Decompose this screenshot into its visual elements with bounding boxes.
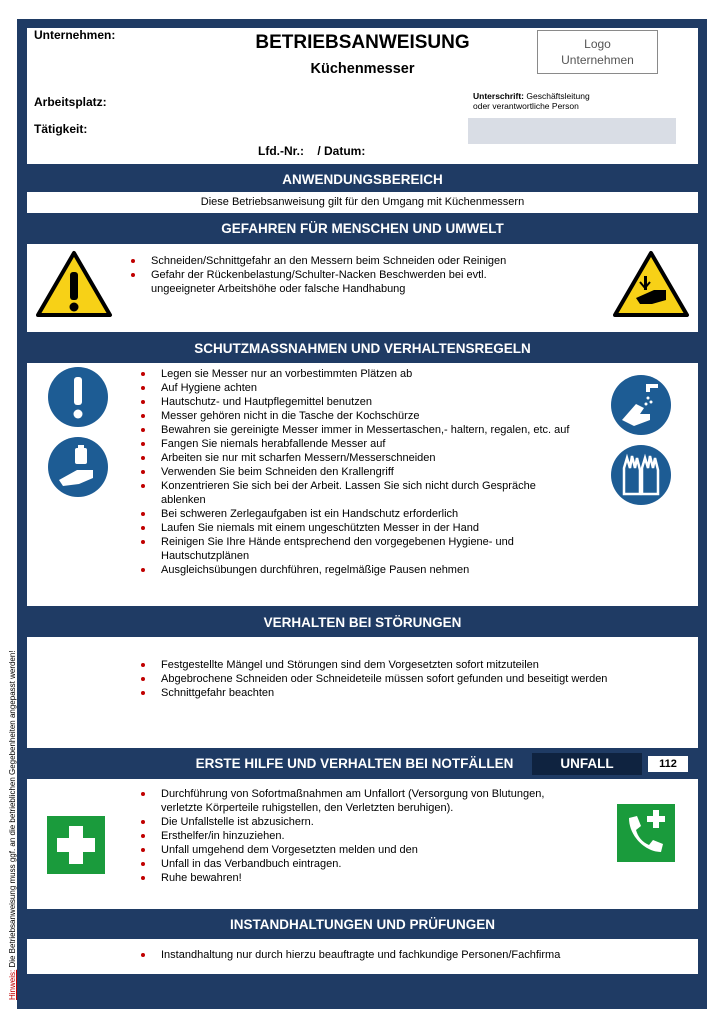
erste-hilfe-item: Ersthelfer/in hinzuziehen. <box>137 829 587 843</box>
stoerungen-item: Festgestellte Mängel und Störungen sind dem Vorgesetzten sofort mitzuteilen <box>137 658 697 672</box>
section-title-gefahren: GEFAHREN FÜR MENSCHEN UND UMWELT <box>27 218 698 240</box>
header-panel <box>27 28 698 164</box>
section-title-stoerungen: VERHALTEN BEI STÖRUNGEN <box>27 612 698 634</box>
stoerungen-item: Abgebrochene Schneiden oder Schneideteile müssen sofort gefunden und beseitigt werden <box>137 672 697 686</box>
schutz-item: Legen sie Messer nur an vorbestimmten Plätzen ab <box>137 367 577 381</box>
instandhaltung-item: Instandhaltung nur durch hierzu beauftragte und fachkundige Personen/Fachfirma <box>137 948 697 962</box>
unfall-label: UNFALL <box>532 753 642 775</box>
side-note-prefix: Hinweis: <box>8 969 17 1000</box>
page-title: BETRIEBSANWEISUNG <box>255 32 470 53</box>
gefahren-item: Gefahr der Rückenbelastung/Schulter-Nacken Beschwerden bei evtl. ungeeigneter Arbeitshöhe oder falsche Handhabung <box>127 268 547 296</box>
erste-hilfe-item: Unfall in das Verbandbuch eintragen. <box>137 857 587 871</box>
warning-icon <box>35 250 113 318</box>
gefahren-item: Schneiden/Schnittgefahr an den Messern beim Schneiden oder Reinigen <box>127 254 547 268</box>
protective-gloves-icon <box>610 444 672 506</box>
schutz-item: Auf Hygiene achten <box>137 381 577 395</box>
gefahren-panel <box>27 244 698 332</box>
logo-line-2: Unternehmen <box>561 53 634 67</box>
stoerungen-item: Schnittgefahr beachten <box>137 686 697 700</box>
signature-field[interactable] <box>468 118 676 144</box>
arbeitsplatz-label: Arbeitsplatz: <box>34 95 107 109</box>
logo-line-1: Logo <box>584 37 611 51</box>
signature-bold: Unterschrift: <box>473 91 525 101</box>
signature-rest: Geschäftsleitung <box>524 91 590 101</box>
schutz-item: Konzentrieren Sie sich bei der Arbeit. Lassen Sie sich nicht durch Gespräche ablenken <box>137 479 577 507</box>
schutz-item: Bewahren sie gereinigte Messer immer in Messertaschen,- haltern, regalen, etc. auf <box>137 423 577 437</box>
emergency-phone-icon <box>617 804 675 862</box>
erste-hilfe-panel <box>27 779 698 909</box>
emergency-number: 112 <box>648 756 688 772</box>
hand-wash-icon <box>610 374 672 436</box>
section-title-anwendung: ANWENDUNGSBEREICH <box>27 169 698 191</box>
side-note-text: Die Betriebsanweisung muss ggf. an die betrieblichen Gegebenheiten angepasst werden! <box>8 650 17 970</box>
stoerungen-panel <box>27 637 698 748</box>
schutz-item: Reinigen Sie Ihre Hände entsprechend den vorgegebenen Hygiene- und Hautschutzplänen <box>137 535 577 563</box>
instandhaltung-panel <box>27 939 698 974</box>
signature-line-2: oder verantwortliche Person <box>473 101 579 111</box>
section-title-bar-erste-hilfe <box>27 753 698 775</box>
section-title-instandhaltung: INSTANDHALTUNGEN UND PRÜFUNGEN <box>27 914 698 936</box>
signature-label <box>473 91 590 111</box>
lfd-datum-label: Lfd.-Nr.: / Datum: <box>258 144 366 158</box>
schutz-panel <box>27 363 698 606</box>
erste-hilfe-item: Ruhe bewahren! <box>137 871 587 885</box>
page-subtitle: Küchenmesser <box>310 61 415 77</box>
erste-hilfe-item: Durchführung von Sofortmaßnahmen am Unfallort (Versorgung von Blutungen, verletzte Körperteile ruhigstellen, den Verletzten beruhigen). <box>137 787 587 815</box>
schutz-item: Hautschutz- und Hautpflegemittel benutzen <box>137 395 577 409</box>
first-aid-icon <box>47 816 105 874</box>
schutz-item: Arbeiten sie nur mit scharfen Messern/Messerschneiden <box>137 451 577 465</box>
schutz-item: Verwenden Sie beim Schneiden den Krallengriff <box>137 465 577 479</box>
mandatory-exclamation-icon <box>47 366 109 428</box>
unternehmen-label: Unternehmen: <box>34 28 116 42</box>
erste-hilfe-item: Unfall umgehend dem Vorgesetzten melden und den <box>137 843 587 857</box>
schutz-item: Fangen Sie niemals herabfallende Messer auf <box>137 437 577 451</box>
hand-protection-cream-icon <box>47 436 109 498</box>
logo-placeholder <box>537 30 658 74</box>
section-title-schutz: SCHUTZMASSNAHMEN UND VERHALTENSREGELN <box>27 338 698 360</box>
section-title-erste-hilfe: ERSTE HILFE UND VERHALTEN BEI NOTFÄLLEN <box>195 756 514 771</box>
schutz-item: Ausgleichsübungen durchführen, regelmäßige Pausen nehmen <box>137 563 577 577</box>
hand-cut-warning-icon <box>612 250 690 318</box>
schutz-item: Bei schweren Zerlegaufgaben ist ein Handschutz erforderlich <box>137 507 577 521</box>
side-note <box>0 0 16 1024</box>
anwendung-text: Diese Betriebsanweisung gilt für den Umgang mit Küchenmessern <box>200 196 525 208</box>
schutz-item: Laufen Sie niemals mit einem ungeschützten Messer in der Hand <box>137 521 577 535</box>
erste-hilfe-item: Die Unfallstelle ist abzusichern. <box>137 815 587 829</box>
schutz-item: Messer gehören nicht in die Tasche der Kochschürze <box>137 409 577 423</box>
taetigkeit-label: Tätigkeit: <box>34 122 88 136</box>
anwendung-panel <box>27 192 698 213</box>
